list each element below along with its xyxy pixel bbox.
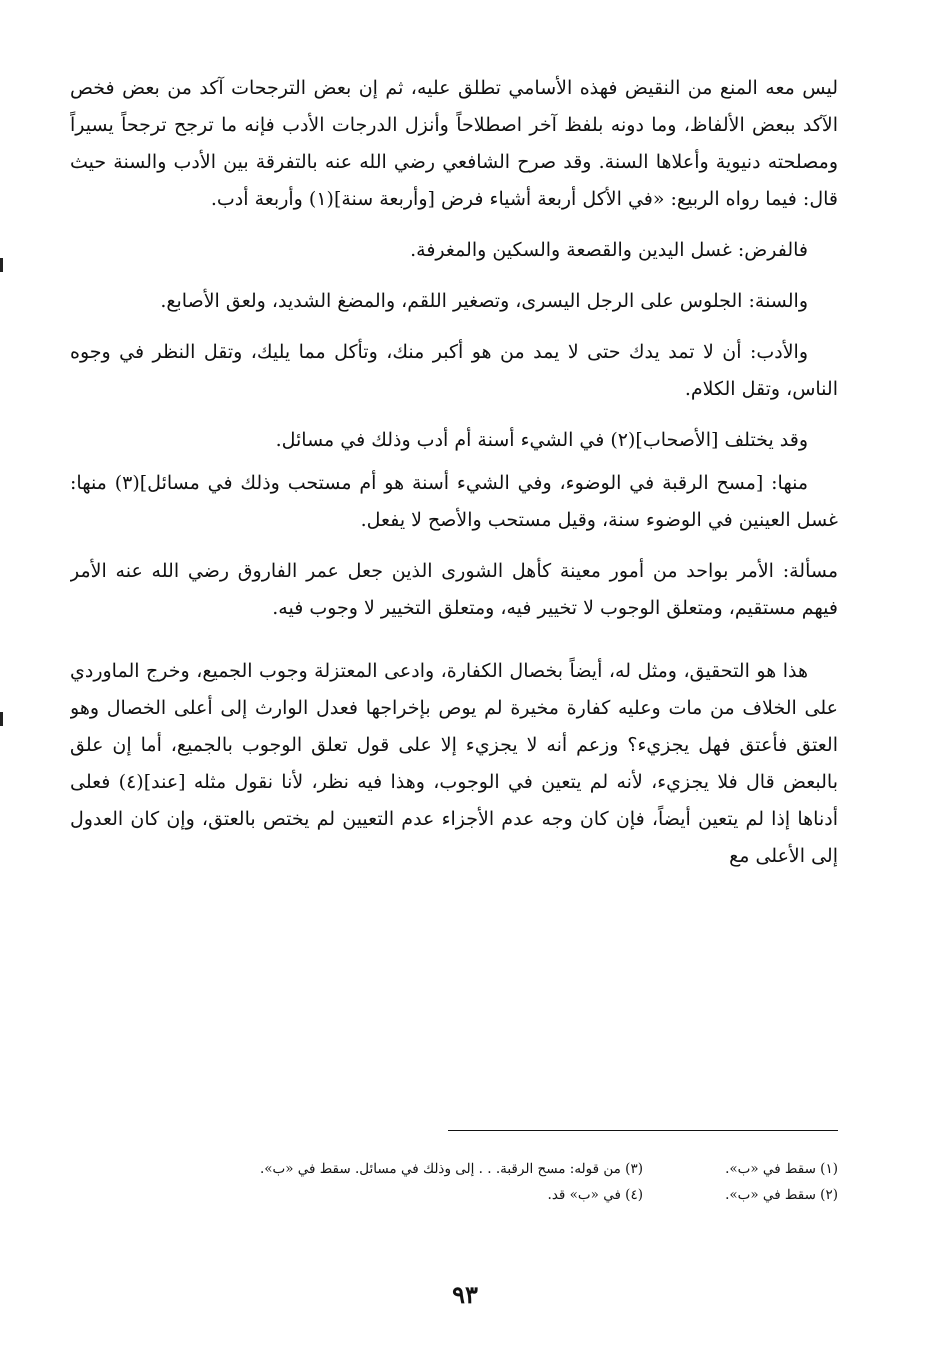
footnote: (١) سقط في «ب». <box>725 1161 838 1177</box>
page-number: ٩٣ <box>452 1280 478 1309</box>
paragraph: والسنة: الجلوس على الرجل اليسرى، وتصغير اللقم، والمضغ الشديد، ولعق الأصابع. <box>160 290 808 312</box>
paragraph: ليس معه المنع من النقيض فهذه الأسامي تطلق عليه، ثم إن بعض الترجحات آكد من بعض فخص الآكد ببعض الألفاظ، وما دونه بلفظ آخر اصطلاحاً وأنزل الدرجات الأدب فإنه ما ترجح ترجحاً يسيراً ومصلحته دنيوية وأعلاها السنة. وقد صرح الشافعي رضي الله عنه بالتفرقة بين الأدب والسنة حيث قال: فيما رواه الربيع: «في الأكل أربعة أشياء فرض [وأربعة سنة](١) وأربعة أدب. <box>70 77 838 210</box>
footnote-column-left <box>143 1156 643 1208</box>
paragraph: هذا هو التحقيق، ومثل له، أيضاً بخصال الكفارة، وادعى المعتزلة وجوب الجميع، وخرج الماوردي على الخلاف من مات وعليه كفارة مخيرة لم يوص بإخراجها فعدل الوارث إلى أعلى الخصال وهو العتق فأعتق فهل يجزيء؟ وزعم أنه لا يجزيء إلا على قول تعلق الوجوب بالجميع، أما إن علق بالبعض قال فلا يجزيء، لأنه لم يتعين في الوجوب، وهذا فيه نظر، لأنا نقول مثله [عند](٤) فعلى أدناها إذا لم يتعين أيضاً، فإن كان وجه عدم الأجزاء عدم التعيين لم يختص بالعتق، وإن كان العدول إلى الأعلى مع <box>70 660 838 867</box>
footnotes <box>70 1156 838 1246</box>
footnote-column-right <box>668 1156 838 1208</box>
paragraph: والأدب: أن لا تمد يدك حتى لا يمد من هو أكبر منك، وتأكل مما يليك، وتقل النظر في وجوه الناس، وتقل الكلام. <box>70 341 838 400</box>
paragraph: وقد يختلف [الأصحاب](٢) في الشيء أسنة أم أدب وذلك في مسائل. <box>275 429 808 451</box>
main-text <box>70 70 838 1130</box>
footnote-separator <box>448 1130 838 1131</box>
scan-edge-mark <box>0 712 3 726</box>
footnote: (٣) من قوله: مسح الرقبة. . . إلى وذلك في مسائل. سقط في «ب». <box>259 1161 643 1177</box>
paragraph: مسألة: الأمر بواحد من أمور معينة كأهل الشورى الذين جعل عمر الفاروق رضي الله عنه الأمر فيهم مستقيم، ومتعلق الوجوب لا تخيير فيه، ومتعلق التخيير لا وجوب فيه. <box>70 560 838 619</box>
paragraph: فالفرض: غسل اليدين والقصعة والسكين والمغرفة. <box>410 239 808 261</box>
footnote: (٤) في «ب» قد. <box>547 1187 643 1203</box>
footnote: (٢) سقط في «ب». <box>725 1187 838 1203</box>
scan-edge-mark <box>0 258 3 272</box>
paragraph: منها: [مسح الرقبة في الوضوء، وفي الشيء أسنة هو أم مستحب وذلك في مسائل](٣) منها: غسل العينين في الوضوء سنة، وقيل مستحب والأصح لا يفعل. <box>70 472 838 531</box>
